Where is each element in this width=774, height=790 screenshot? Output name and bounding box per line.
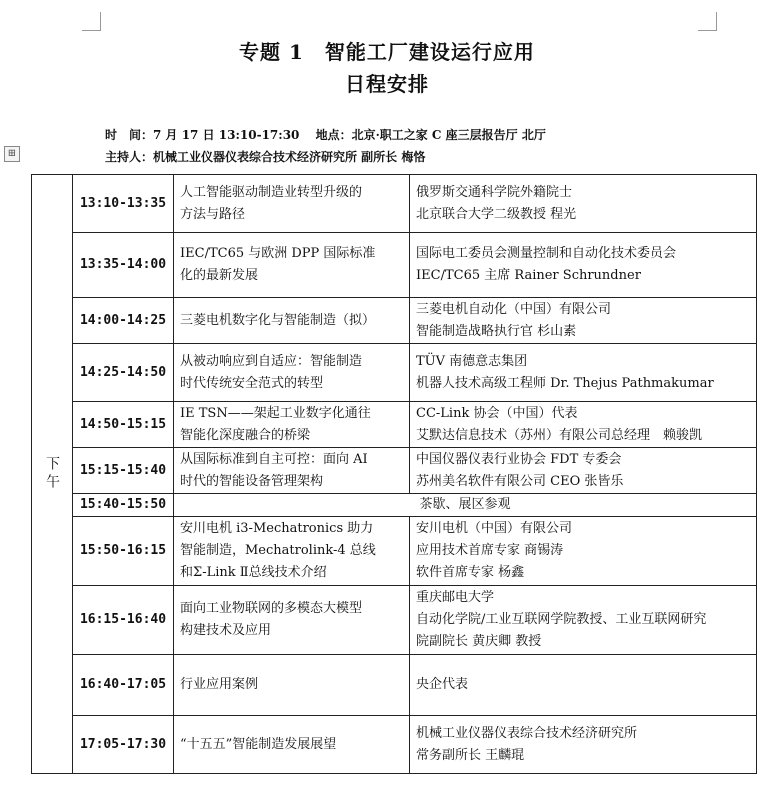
crop-mark-top-right bbox=[716, 12, 735, 30]
table-row bbox=[32, 344, 757, 402]
table-move-handle-icon[interactable]: ⊞ bbox=[4, 146, 20, 162]
speaker-cell bbox=[410, 344, 757, 402]
topic-cell bbox=[174, 233, 410, 298]
doc-subtitle: 日程安排 bbox=[345, 72, 429, 96]
table-row bbox=[32, 298, 757, 344]
speaker-line: 三菱电机自动化（中国）有限公司 bbox=[416, 301, 612, 317]
speaker-line: 应用技术首席专家 商锡涛 bbox=[416, 543, 564, 558]
table-row bbox=[32, 655, 757, 716]
topic-cell bbox=[174, 517, 410, 586]
speaker-line: TÜV 南德意志集团 bbox=[416, 353, 528, 369]
topic-line: 化的最新发展 bbox=[180, 268, 259, 283]
time-cell: 17:05-17:30 bbox=[73, 716, 174, 774]
speaker-line: 俄罗斯交通科学院外籍院士 bbox=[416, 184, 573, 200]
speaker-line: 重庆邮电大学 bbox=[416, 590, 495, 605]
speaker-line: 机器人技术高级工程师 Dr. Thejus Pathmakumar bbox=[416, 375, 714, 391]
topic-line: 构建技术及应用 bbox=[180, 623, 272, 638]
topic-cell bbox=[174, 298, 410, 344]
schedule-table bbox=[31, 174, 757, 774]
speaker-line: 机械工业仪器仪表综合技术经济研究所 bbox=[416, 725, 638, 741]
speaker-line: IEC/TC65 主席 Rainer Schrundner bbox=[416, 268, 641, 283]
topic-line: 安川电机 i3-Mechatronics 助力 bbox=[180, 521, 374, 536]
time-cell: 14:00-14:25 bbox=[73, 298, 174, 344]
speaker-cell bbox=[410, 448, 757, 494]
topic-line: 和Σ-Link Ⅱ总线技术介绍 bbox=[180, 565, 327, 580]
speaker-cell bbox=[410, 233, 757, 298]
time-cell: 16:40-17:05 bbox=[73, 655, 174, 716]
break-cell: 茶歇、展区参观 bbox=[174, 494, 757, 517]
time-cell: 14:50-15:15 bbox=[73, 402, 174, 448]
topic-cell bbox=[174, 175, 410, 233]
speaker-line: 常务副所长 王麟琨 bbox=[416, 747, 525, 763]
topic-cell bbox=[174, 655, 410, 716]
table-row bbox=[32, 494, 757, 517]
speaker-cell bbox=[410, 298, 757, 344]
period-cell bbox=[32, 175, 73, 774]
host: 主持人：机械工业仪器仪表综合技术经济研究所 副所长 梅恪 bbox=[105, 150, 426, 164]
topic-line: 三菱电机数字化与智能制造（拟） bbox=[180, 312, 376, 328]
time-cell: 16:15-16:40 bbox=[73, 586, 174, 655]
topic-cell bbox=[174, 344, 410, 402]
table-row bbox=[32, 716, 757, 774]
crop-mark-top-left bbox=[82, 12, 101, 30]
doc-title: 专题 1 智能工厂建设运行应用 bbox=[239, 40, 535, 64]
topic-line: 行业应用案例 bbox=[180, 677, 259, 692]
crop-mark-top-right-h bbox=[698, 30, 717, 31]
topic-line: 从国际标准到自主可控：面向 AI bbox=[180, 451, 368, 467]
time-cell: 15:50-16:15 bbox=[73, 517, 174, 586]
speaker-line: 中国仪器仪表行业协会 FDT 专委会 bbox=[416, 451, 622, 467]
topic-line: 时代传统安全范式的转型 bbox=[180, 375, 324, 391]
speaker-line: 艾默达信息技术（苏州）有限公司总经理 赖骏凯 bbox=[416, 427, 703, 443]
topic-cell bbox=[174, 586, 410, 655]
speaker-line: 院副院长 黄庆卿 教授 bbox=[416, 634, 542, 649]
speaker-line: 苏州美名软件有限公司 CEO 张皆乐 bbox=[416, 473, 624, 489]
table-row bbox=[32, 233, 757, 298]
table-row bbox=[32, 517, 757, 586]
table-row bbox=[32, 586, 757, 655]
topic-line: 从被动响应到自适应：智能制造 bbox=[180, 353, 363, 369]
topic-cell bbox=[174, 716, 410, 774]
table-row bbox=[32, 175, 757, 233]
speaker-cell bbox=[410, 175, 757, 233]
speaker-cell bbox=[410, 586, 757, 655]
topic-cell bbox=[174, 402, 410, 448]
speaker-cell bbox=[410, 716, 757, 774]
period-label: 下午 bbox=[44, 456, 60, 492]
speaker-line: 软件首席专家 杨鑫 bbox=[416, 565, 525, 580]
speaker-cell bbox=[410, 655, 757, 716]
topic-line: IE TSN——架起工业数字化通往 bbox=[180, 405, 371, 421]
speaker-line: 北京联合大学二级教授 程光 bbox=[416, 206, 577, 222]
speaker-line: CC-Link 协会（中国）代表 bbox=[416, 405, 578, 421]
table-row bbox=[32, 402, 757, 448]
topic-line: 方法与路径 bbox=[180, 206, 246, 222]
time-cell: 14:25-14:50 bbox=[73, 344, 174, 402]
speaker-line: 国际电工委员会测量控制和自动化技术委员会 bbox=[416, 246, 677, 261]
time-cell: 13:10-13:35 bbox=[73, 175, 174, 233]
topic-line: IEC/TC65 与欧洲 DPP 国际标准 bbox=[180, 246, 376, 261]
speaker-line: 安川电机（中国）有限公司 bbox=[416, 521, 573, 536]
topic-cell bbox=[174, 448, 410, 494]
topic-line: 智能化深度融合的桥梁 bbox=[180, 427, 311, 443]
speaker-cell bbox=[410, 402, 757, 448]
speaker-line: 央企代表 bbox=[416, 677, 469, 692]
topic-line: “十五五”智能制造发展展望 bbox=[180, 736, 337, 752]
speaker-cell bbox=[410, 517, 757, 586]
topic-line: 时代的智能设备管理架构 bbox=[180, 473, 324, 489]
table-row bbox=[32, 448, 757, 494]
speaker-line: 智能制造战略执行官 杉山素 bbox=[416, 323, 577, 339]
topic-line: 面向工业物联网的多模态大模型 bbox=[180, 601, 363, 616]
crop-mark-top-left-h bbox=[82, 30, 101, 31]
speaker-line: 自动化学院/工业互联网学院教授、工业互联网研究 bbox=[416, 612, 707, 627]
time-cell: 13:35-14:00 bbox=[73, 233, 174, 298]
time-place: 时 间：7 月 17 日 13:10-17:30 地点：北京·职工之家 C 座三层报告厅 北厅 bbox=[105, 128, 546, 142]
time-cell: 15:15-15:40 bbox=[73, 448, 174, 494]
time-cell: 15:40-15:50 bbox=[73, 494, 174, 517]
topic-line: 智能制造，Mechatrolink-4 总线 bbox=[180, 543, 376, 558]
topic-line: 人工智能驱动制造业转型升级的 bbox=[180, 184, 363, 200]
